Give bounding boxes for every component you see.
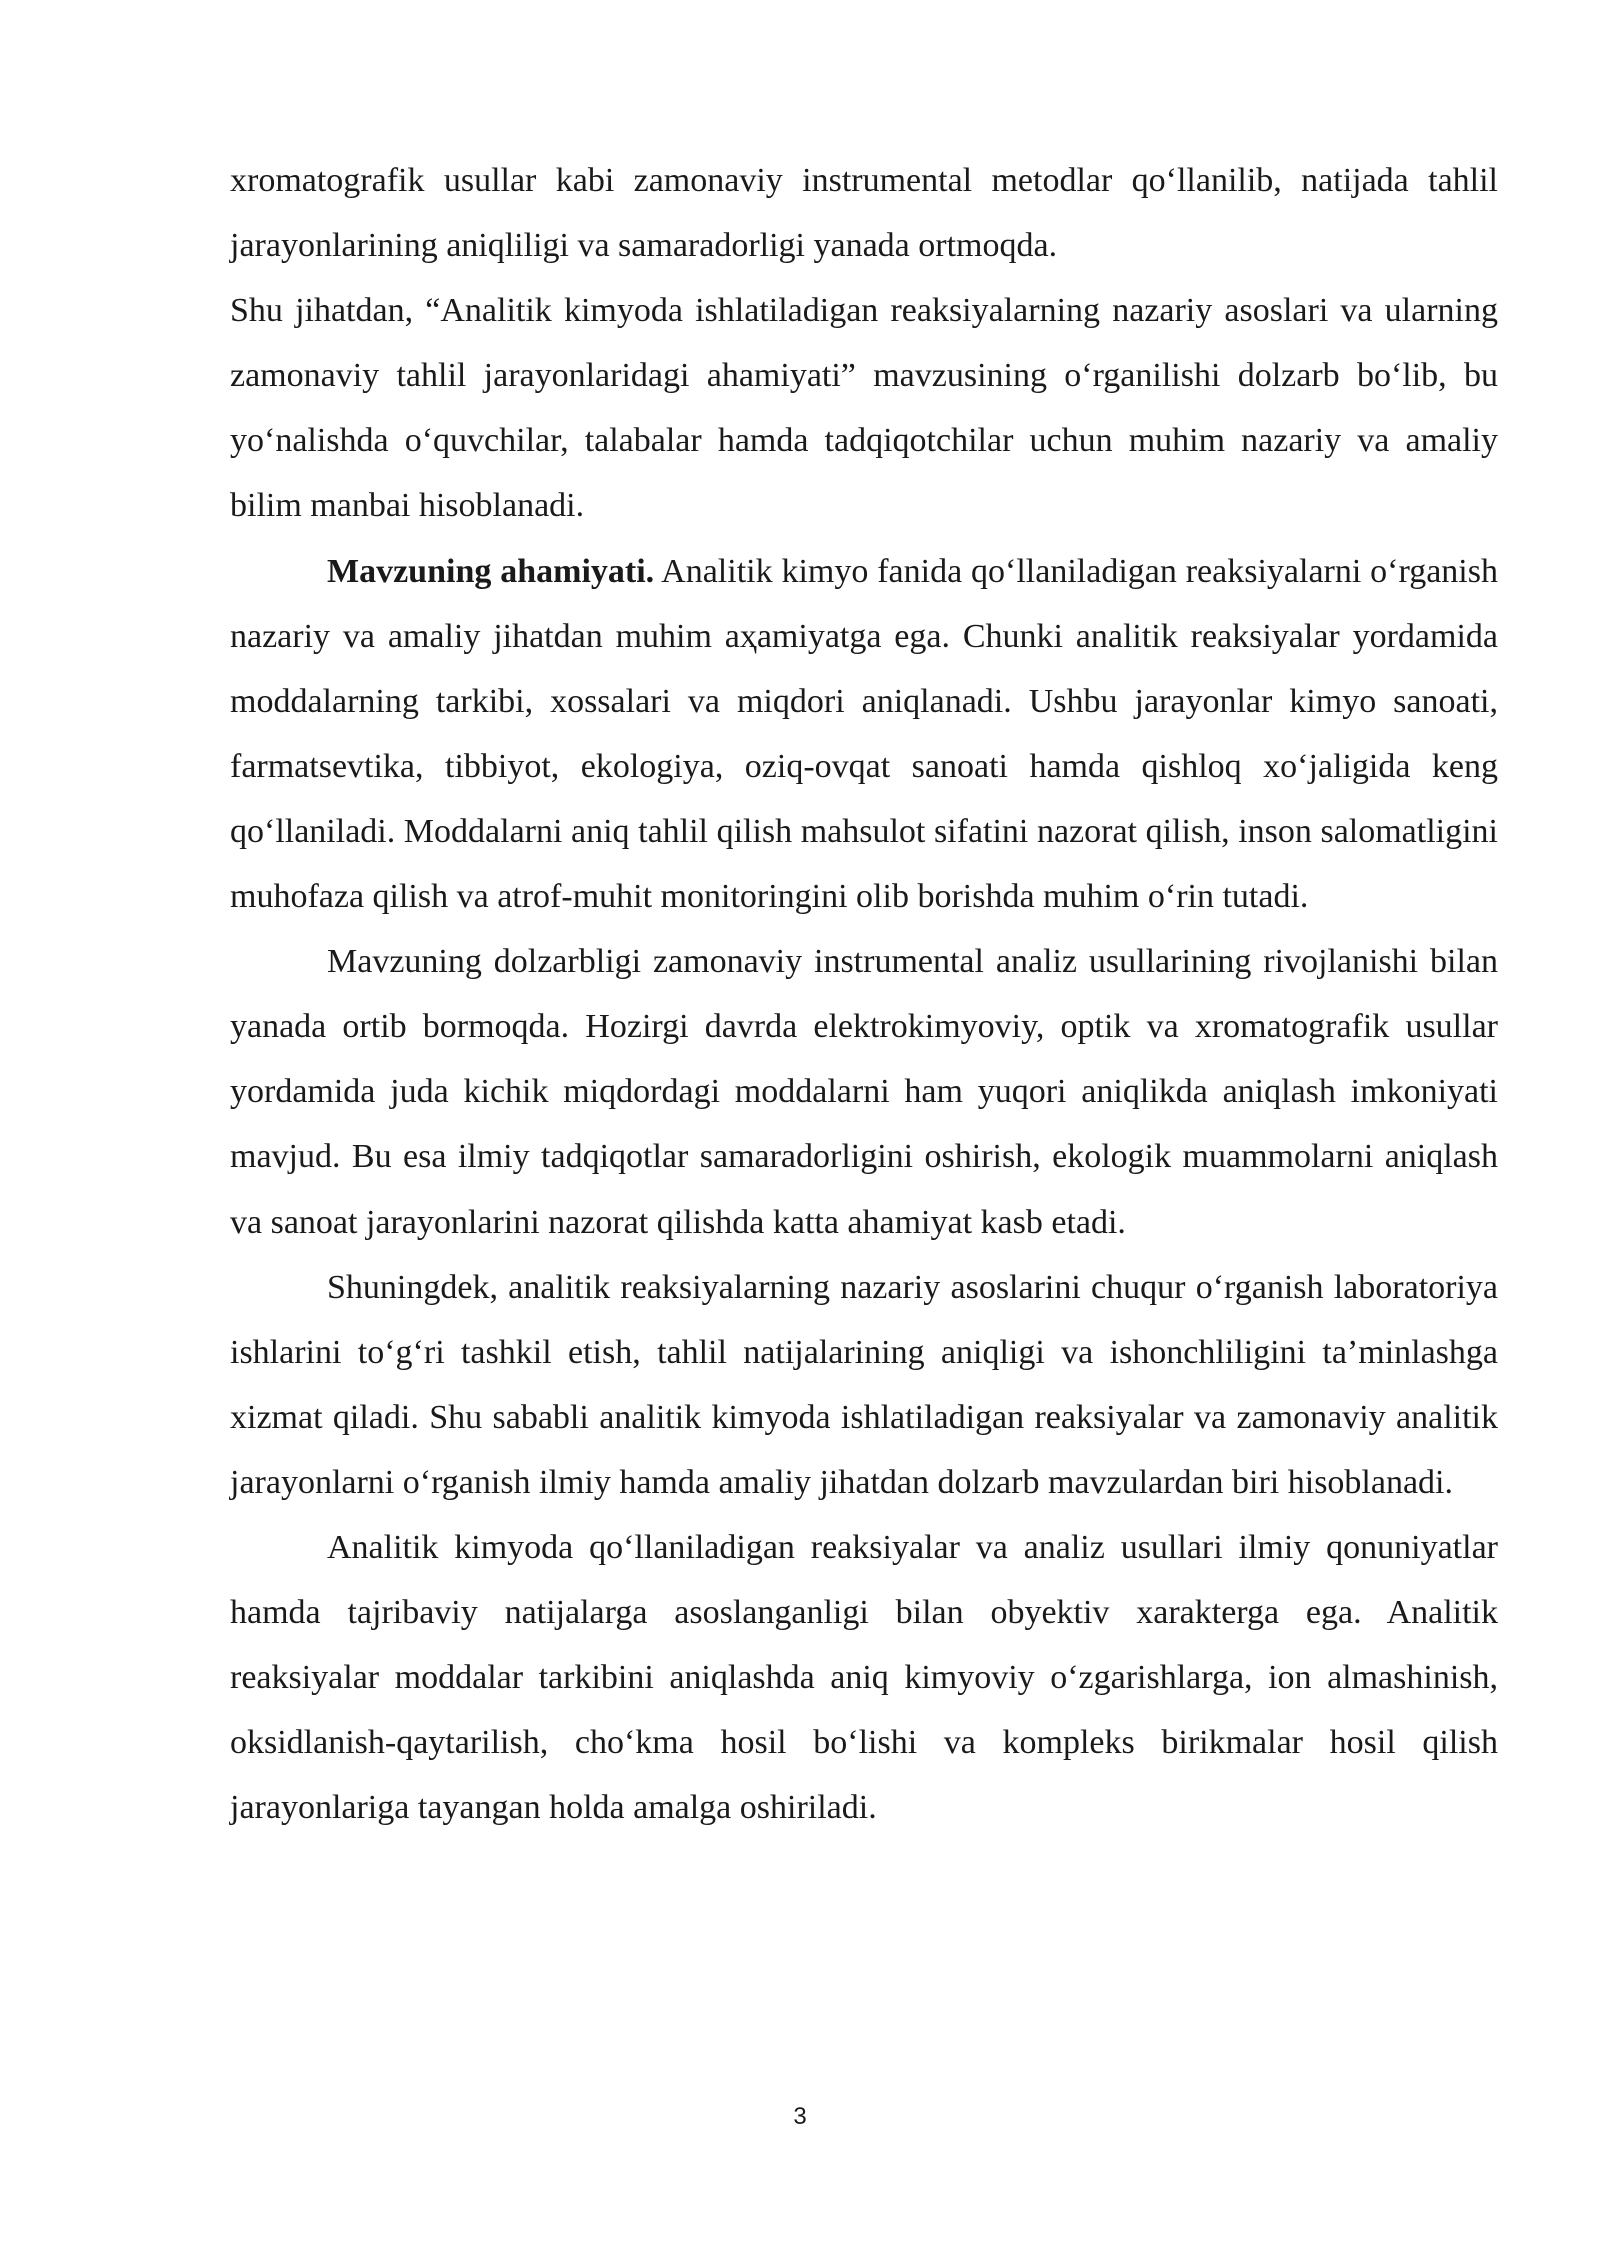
page-number: 3 <box>793 2103 807 2130</box>
paragraph-text: Analitik kimyoda qo‘llaniladigan reaksiyalar va analiz usullari ilmiy qonuniyatlar hamda tajribaviy natijalarga asoslanganligi bilan obyektiv xarakterga ega. Analitik reaksiyalar moddalar tarkibini aniqlashda aniq kimyoviy o‘zgarishlarga, ion almashinish, oksidlanish-qaytarilish, cho‘kma hosil bo‘lishi va kompleks birikmalar hosil qilish jarayonlariga tayangan holda amalga oshiriladi. <box>230 1528 1498 1827</box>
paragraph-continuation <box>230 148 1498 278</box>
paragraph-objectivity <box>230 1515 1498 1840</box>
paragraph-text: Mavzuning dolzarbligi zamonaviy instrumental analiz usullarining rivojlanishi bilan yanada ortib bormoqda. Hozirgi davrda elektrokimyoviy, optik va xromatografik usullar yordamida juda kichik miqdordagi moddalarni ham yuqori aniqlikda aniqlash imkoniyati mavjud. Bu esa ilmiy tadqiqotlar samaradorligini oshirish, ekologik muammolarni aniqlash va sanoat jarayonlarini nazorat qilishda katta ahamiyat kasb etadi. <box>230 943 1498 1241</box>
paragraph-text: xromatografik usullar kabi zamonaviy instrumental metodlar qo‘llanilib, natijada tahlil jarayonlarining aniqliligi va samaradorligi yanada ortmoqda. <box>230 162 1498 265</box>
paragraph-text: Analitik kimyo fanida qo‘llaniladigan reaksiyalarni o‘rganish nazariy va amaliy jihatdan muhim aҳamiyatga ega. Chunki analitik reaksiyalar yordamida moddalarning tarkibi, xossalari va miqdori aniqlanadi. Ushbu jarayonlar kimyo sanoati, farmatsevtika, tibbiyot, ekologiya, oziq-ovqat sanoati hamda qishloq xo‘jaligida keng qo‘llaniladi. Moddalarni aniq tahlil qilish mahsulot sifatini nazorat qilish, inson salomatligini muhofaza qilish va atrof-muhit monitoringini olib borishda muhim o‘rin tutadi. <box>230 552 1498 916</box>
paragraph-text: Shu jihatdan, “Analitik kimyoda ishlatiladigan reaksiyalarning nazariy asoslari va ularning zamonaviy tahlil jarayonlaridagi ahamiyati” mavzusining o‘rganilishi dolzarb bo‘lib, bu yo‘nalishda o‘quvchilar, talabalar hamda tadqiqotchilar uchun muhim nazariy va amaliy bilim manbai hisoblanadi. <box>230 292 1498 525</box>
paragraph-theoretical-basis <box>230 1255 1498 1515</box>
paragraph-text: Shuningdek, analitik reaksiyalarning nazariy asoslarini chuqur o‘rganish laboratoriya ishlarini to‘g‘ri tashkil etish, tahlil natijalarining aniqligi va ishonchliligini ta’minlashga xizmat qiladi. Shu sababli analitik kimyoda ishlatiladigan reaksiyalar va zamonaviy analitik jarayonlarni o‘rganish ilmiy hamda amaliy jihatdan dolzarb mavzulardan biri hisoblanadi. <box>230 1268 1498 1501</box>
paragraph-actuality <box>230 929 1498 1254</box>
paragraph-topic-relevance <box>230 278 1498 538</box>
paragraph-lead-heading: Mavzuning ahamiyati. <box>327 552 655 590</box>
body-text <box>230 148 1498 1840</box>
paragraph-importance <box>230 539 1498 930</box>
